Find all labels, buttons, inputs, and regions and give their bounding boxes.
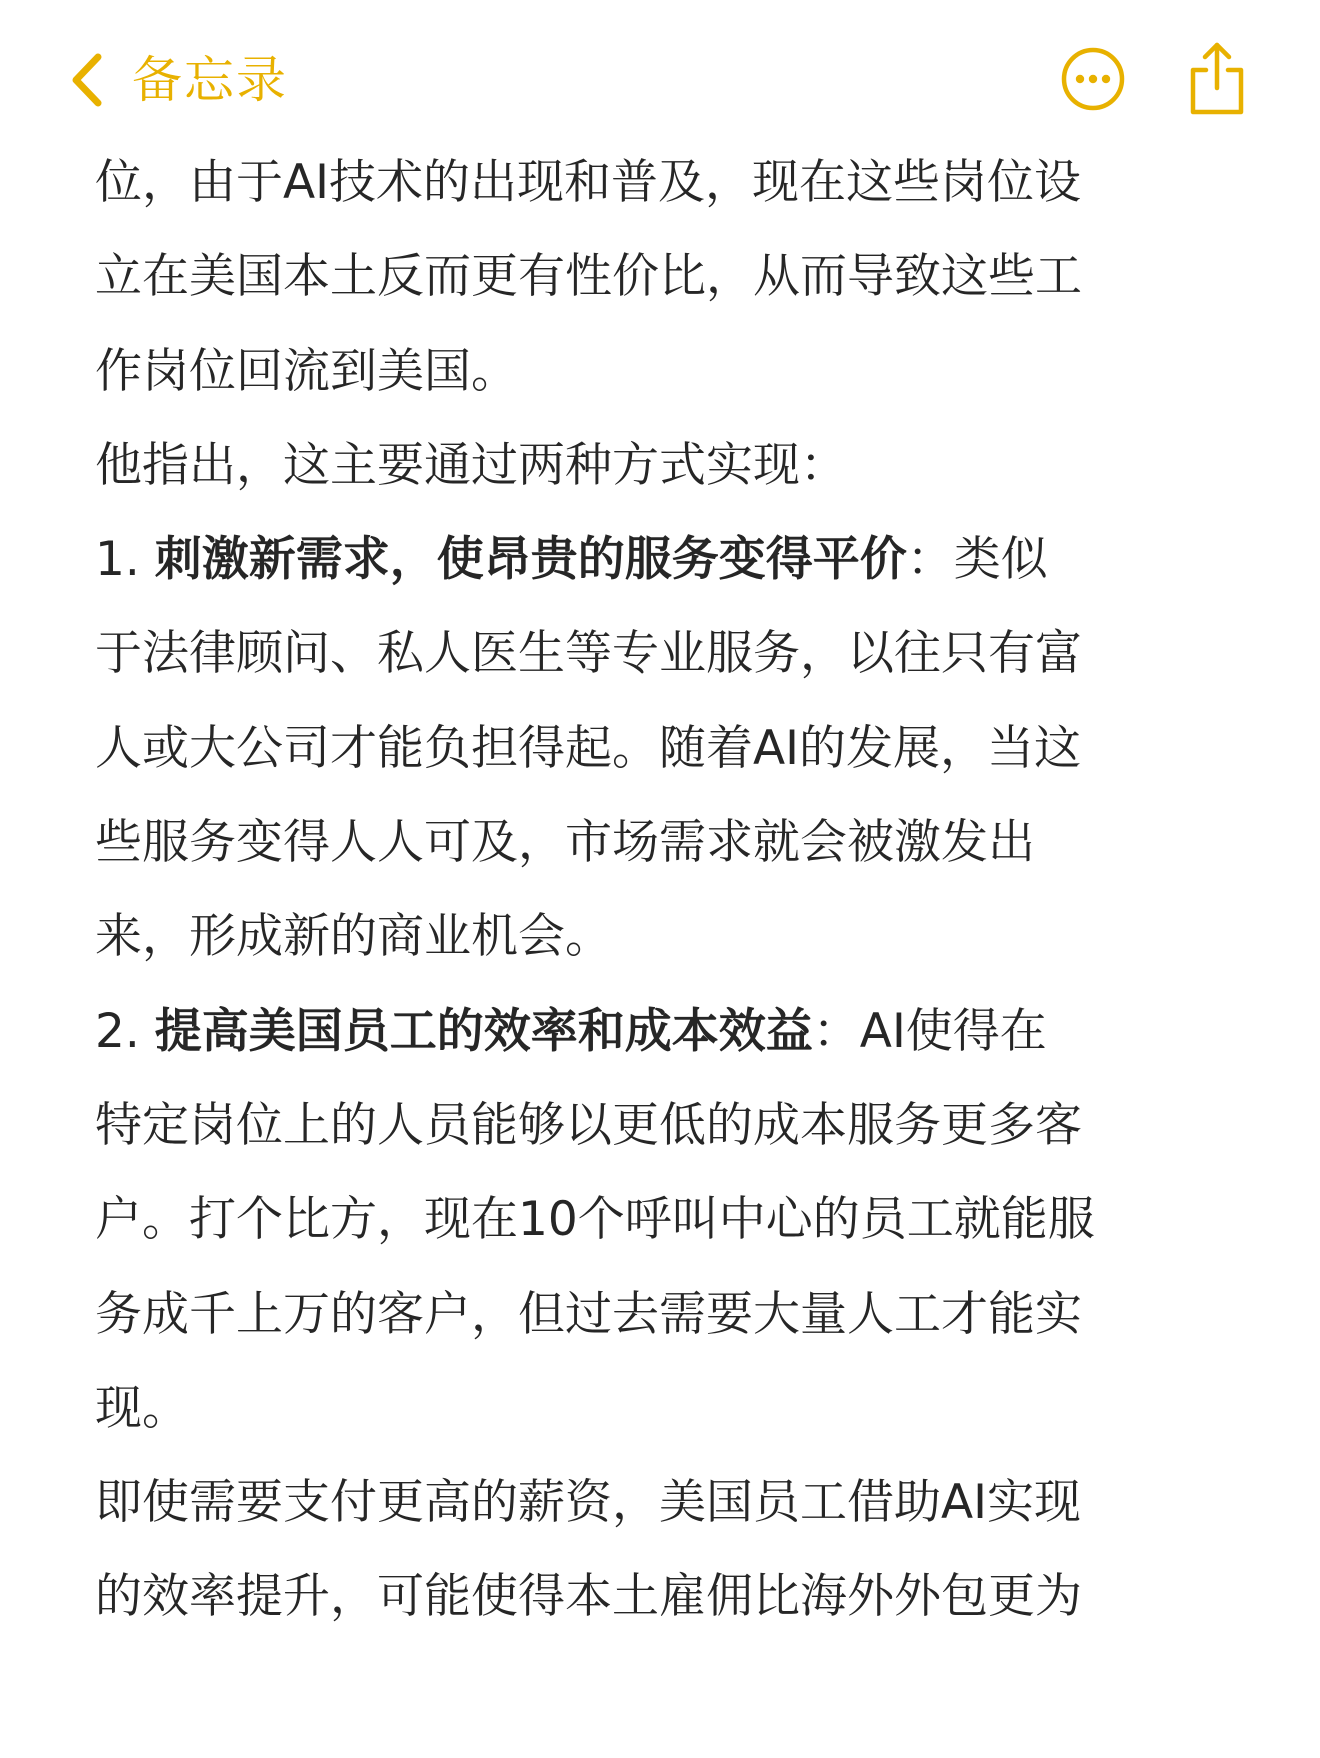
note-line: 位，由于AI技术的出现和普及，现在这些岗位设 bbox=[95, 155, 1082, 210]
ellipsis-circle-icon bbox=[1060, 46, 1126, 112]
back-label: 备忘录 bbox=[132, 51, 288, 109]
note-line bbox=[95, 985, 1225, 1079]
note-line: 作岗位回流到美国。 bbox=[95, 343, 518, 399]
list-number: 2. bbox=[95, 1003, 155, 1059]
share-icon bbox=[1188, 40, 1246, 116]
note-line: 于法律顾问、私人医生等专业服务，以往只有富 bbox=[95, 626, 1082, 682]
list-number: 1. bbox=[95, 532, 155, 588]
note-line: 他指出，这主要通过两种方式实现： bbox=[95, 437, 847, 493]
note-line: 务成千上万的客户，但过去需要大量人工才能实 bbox=[95, 1286, 1082, 1342]
note-line: 的效率提升，可能使得本土雇佣比海外外包更为 bbox=[95, 1569, 1082, 1625]
note-body[interactable] bbox=[95, 136, 1225, 1645]
chevron-left-icon bbox=[70, 52, 104, 108]
note-line: 即使需要支付更高的薪资，美国员工借助AI实现 bbox=[95, 1475, 1082, 1531]
note-line: 立在美国本土反而更有性价比，从而导致这些工 bbox=[95, 249, 1082, 305]
note-line: 现。 bbox=[95, 1380, 189, 1436]
list-text: ：类似 bbox=[906, 532, 1048, 588]
note-line: 人或大公司才能负担得起。随着AI的发展，当这 bbox=[95, 720, 1082, 776]
note-line: 户。打个比方，现在10个呼叫中心的员工就能服 bbox=[95, 1192, 1095, 1248]
list-heading: 提高美国员工的效率和成本效益 bbox=[154, 1003, 813, 1059]
note-line: 些服务变得人人可及，市场需求就会被激发出 bbox=[95, 815, 1035, 871]
share-button[interactable] bbox=[1188, 40, 1246, 116]
navigation-bar bbox=[0, 0, 1320, 150]
note-line bbox=[95, 513, 1225, 607]
more-button[interactable] bbox=[1060, 46, 1126, 112]
back-button[interactable] bbox=[70, 44, 288, 116]
note-line: 来，形成新的商业机会。 bbox=[95, 909, 612, 965]
list-text: ：AI使得在 bbox=[812, 1003, 1047, 1059]
list-heading: 刺激新需求，使昂贵的服务变得平价 bbox=[154, 532, 907, 588]
note-line: 特定岗位上的人员能够以更低的成本服务更多客 bbox=[95, 1097, 1082, 1153]
